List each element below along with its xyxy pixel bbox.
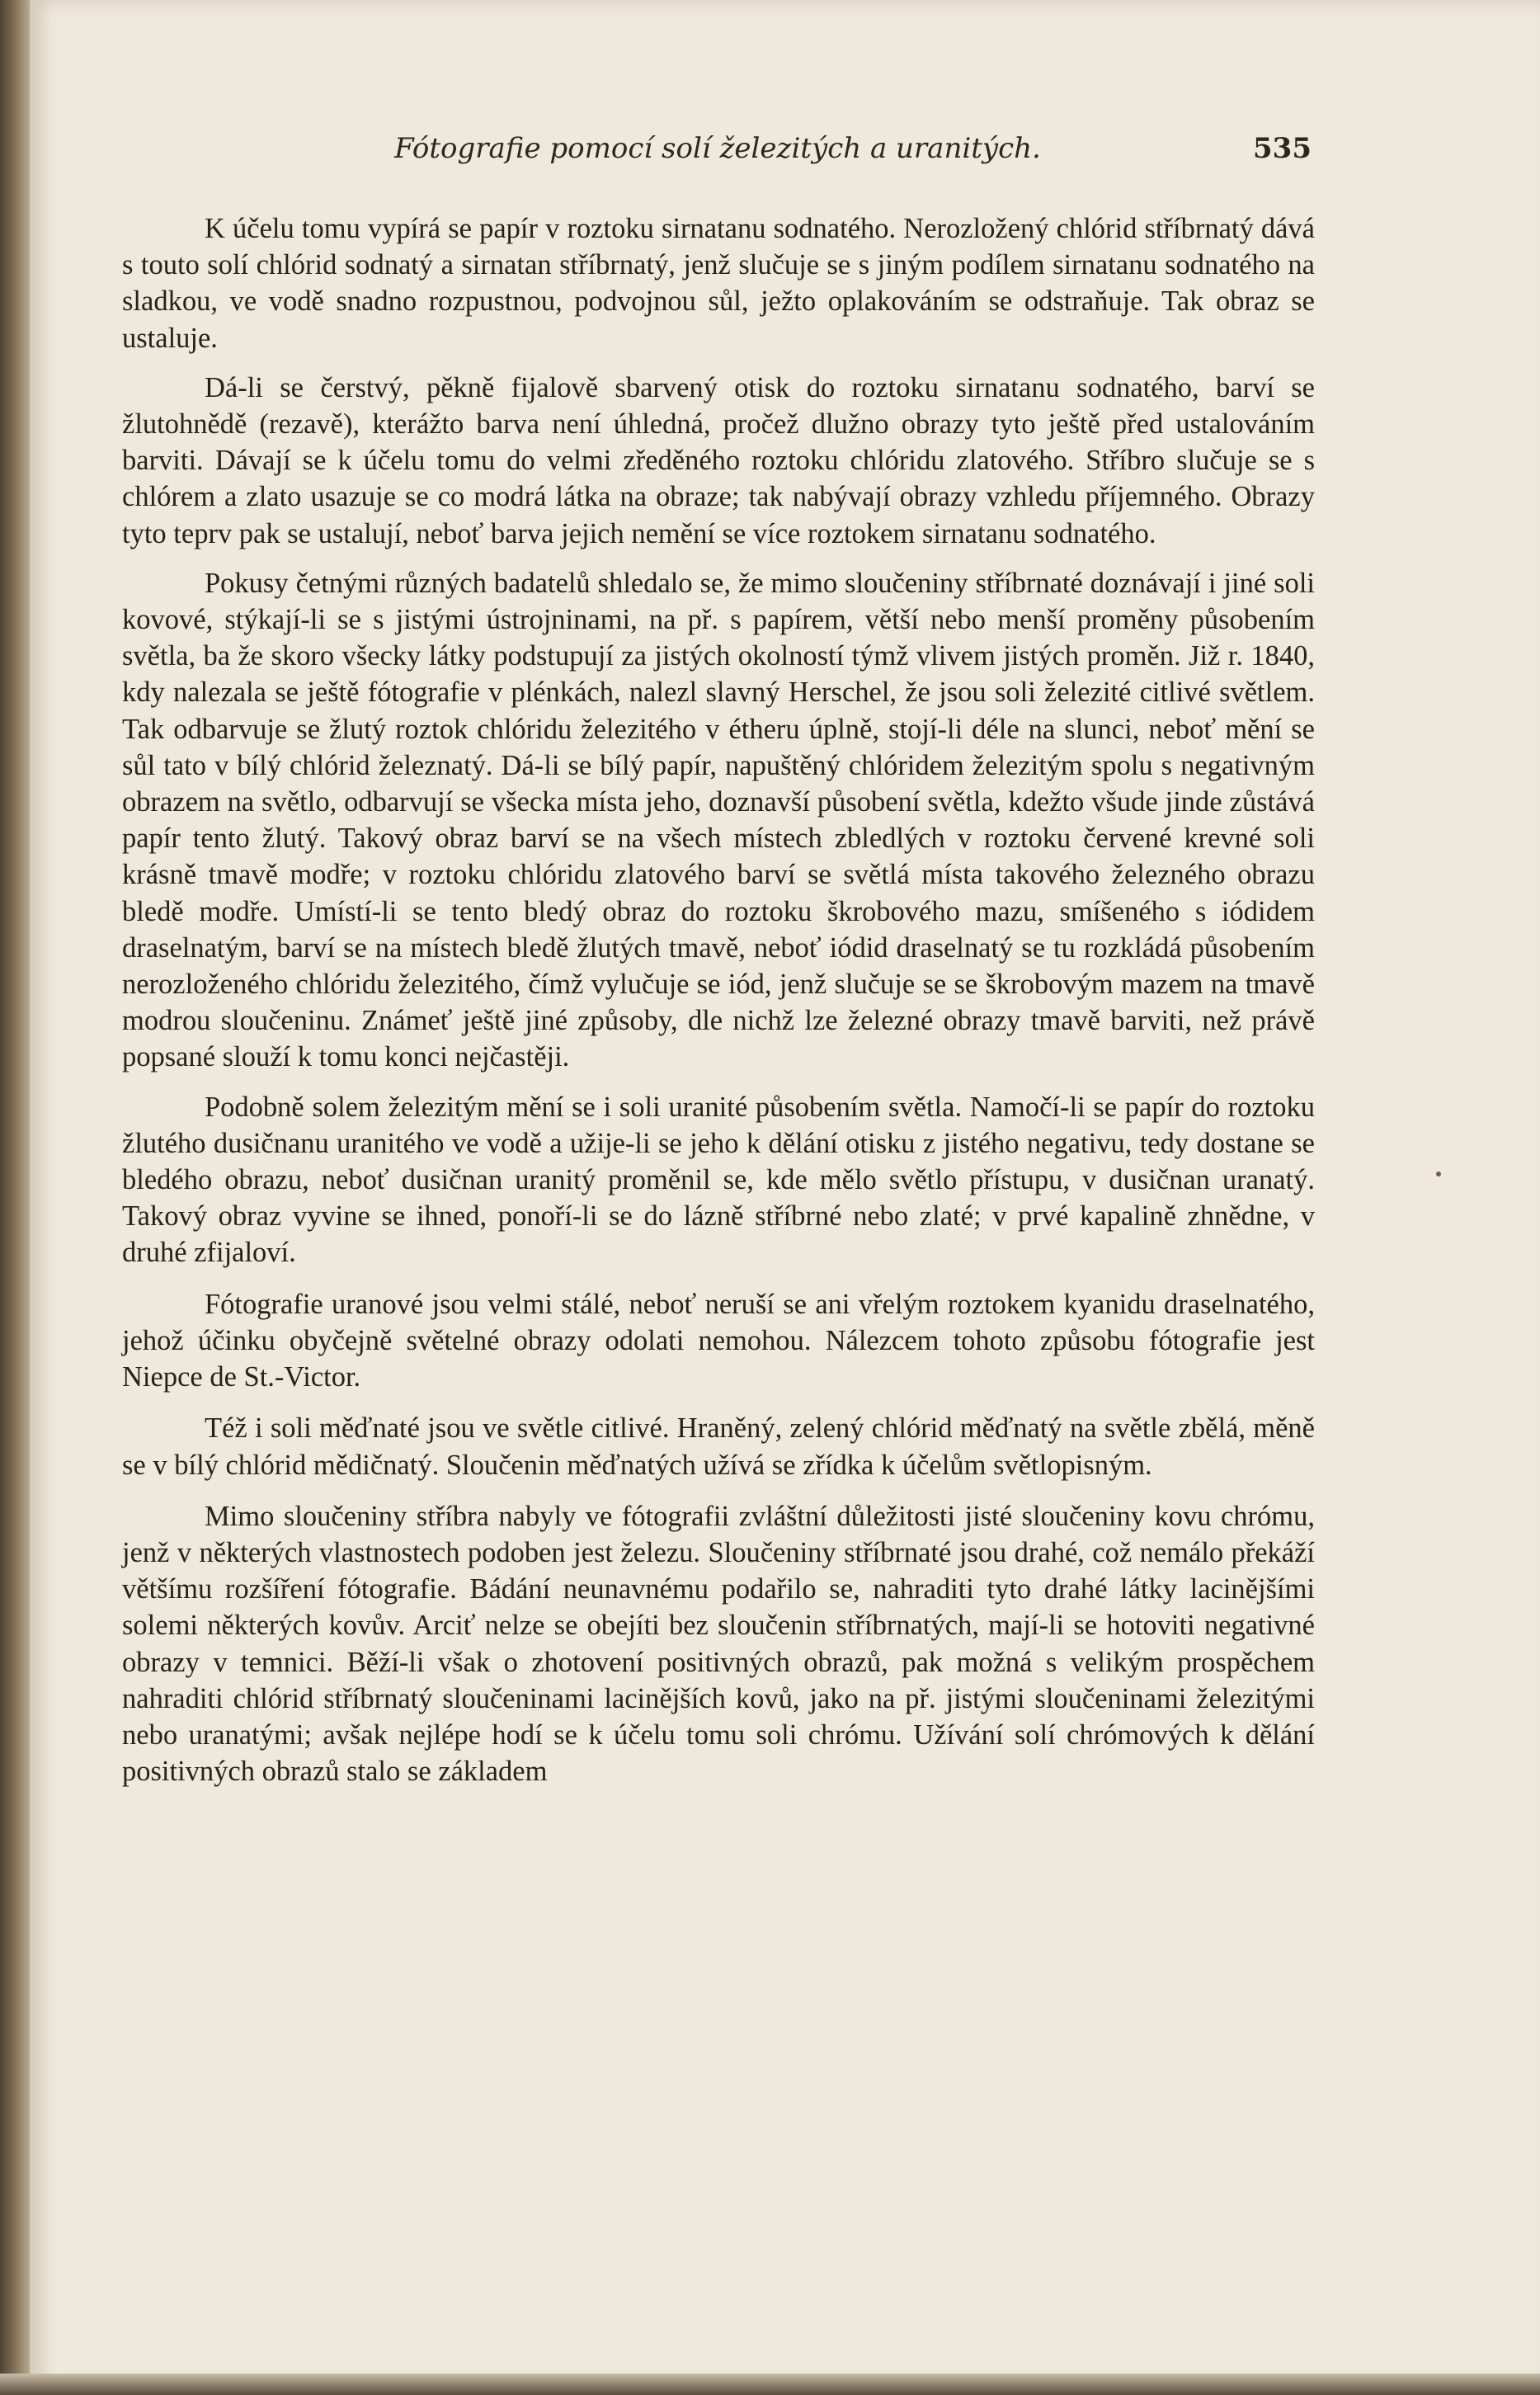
book-binding-shadow xyxy=(0,0,30,2395)
page-number: 535 xyxy=(1253,132,1312,165)
paragraph-4: Podobně solem železitým mění se i soli uranité působením světla. Namočí-li se papír do roztoku žlutého dusičnanu uranitého ve vodě a užije-li se jeho k dělání otisku z jistého negativu, tedy dostane se bledého obrazu, neboť dusičnan uranitý proměnil se, kde mělo světlo přístupu, v dusičnan uranatý. Takový obraz vyvine se ihned, ponoří-li se do lázně stříbrné nebo zlaté; v prvé kapalině zhnědne, v druhé zfijaloví. xyxy=(122,1091,1315,1269)
paragraph-7: Mimo sloučeniny stříbra nabyly ve fótografii zvláštní důležitosti jisté sloučeniny kovu chrómu, jenž v některých vlastnostech podoben jest železu. Sloučeniny stříbrnaté jsou drahé, což nemálo překáží většímu rozšíření fótografie. Bádání neunavnému podařilo se, nahraditi tyto drahé látky lacinějšími solemi některých kovův. Arciť nelze se obejíti bez sloučenin stříbrnatých, mají-li se hotoviti negativné obrazy v temnici. Běží-li však o zhotovení positivných obrazů, pak možná s velikým prospěchem nahraditi chlórid stříbrnatý sloučeninami lacinějších kovů, jako na př. jistými sloučeninami železitými nebo uranatými; avšak nejlépe hodí se k účelu tomu soli chrómu. Užívání solí chrómových k dělání positivných obrazů stalo se základem xyxy=(122,1500,1315,1788)
page-bottom-edge xyxy=(0,2374,1540,2395)
paragraph-6: Též i soli měďnaté jsou ve světle citlivé. Hraněný, zelený chlórid měďnatý na světle zbělá, měně se v bílý chlórid mědičnatý. Sloučenin měďnatých užívá se zřídka k účelům světlopisným. xyxy=(122,1412,1315,1481)
paper-speck xyxy=(1436,1172,1441,1176)
paragraph-5: Fótografie uranové jsou velmi stálé, neboť neruší se ani vřelým roztokem kyanidu draselnatého, jehož účinku obyčejně světelné obrazy odolati nemohou. Nálezcem tohoto způsobu fótografie jest Niepce de St.-Victor. xyxy=(122,1288,1315,1393)
running-title: Fótografie pomocí solí železitých a uranitých. xyxy=(394,132,1041,165)
paragraph-2: Dá-li se čerstvý, pěkně fijalově sbarvený otisk do roztoku sirnatanu sodnatého, barví se žlutohnědě (rezavě), kterážto barva není úhledná, pročež dlužno obrazy tyto ještě před ustalováním barviti. Dávají se k účelu tomu do velmi zředěného roztoku chlóridu zlatového. Stříbro slučuje se s chlórem a zlato usazuje se co modrá látka na obraze; tak nabývají obrazy vzhledu příjemného. Obrazy tyto teprv pak se ustalují, neboť barva jejich nemění se více roztokem sirnatanu sodnatého. xyxy=(122,371,1315,549)
paragraph-1: K účelu tomu vypírá se papír v roztoku sirnatanu sodnatého. Nerozložený chlórid stříbrnatý dává s touto solí chlórid sodnatý a sirnatan stříbrnatý, jenž slučuje se s jiným podílem sirnatanu sodnatého na sladkou, ve vodě snadno rozpustnou, podvojnou sůl, ježto oplakováním se odstraňuje. Tak obraz se ustaluje. xyxy=(122,213,1315,354)
paragraph-3: Pokusy četnými různých badatelů shledalo se, že mimo sloučeniny stříbrnaté doznávají i jiné soli kovové, stýkají-li se s jistými ústrojninami, na př. s papírem, větší nebo menší proměny působením světla, ba že skoro všecky látky podstupují za jistých okolností týmž vlivem jistých proměn. Již r. 1840, kdy nalezala se ještě fótografie v plénkách, nalezl slavný Herschel, že jsou soli železité citlivé světlem. Tak odbarvuje se žlutý roztok chlóridu železitého v étheru úplně, stojí-li déle na slunci, neboť mění se sůl tato v bílý chlórid železnatý. Dá-li se bílý papír, napuštěný chlóridem železitým spolu s negativným obrazem na světlo, odbarvují se všecka místa jeho, doznavší působení světla, kdežto všude jinde zůstává papír tento žlutý. Takový obraz barví se na všech místech zbledlých v roztoku červené krevné soli krásně tmavě modře; v roztoku chlóridu zlatového barví se světlá místa takového železného obrazu bledě modře. Umístí-li se tento bledý obraz do roztoku škrobového mazu, smíšeného s iódidem draselnatým, barví se na místech bledě žlutých tmavě, neboť iódid draselnatý se tu rozkládá působením nerozloženého chlóridu železitého, čímž vylučuje se iód, jenž slučuje se se škrobovým mazem na tmavě modrou sloučeninu. Známeť ještě jiné způsoby, dle nichž lze železné obrazy tmavě barviti, než právě popsané slouží k tomu konci nejčastěji. xyxy=(122,567,1315,1073)
body-text xyxy=(122,210,1315,1803)
page-header xyxy=(124,132,1312,173)
